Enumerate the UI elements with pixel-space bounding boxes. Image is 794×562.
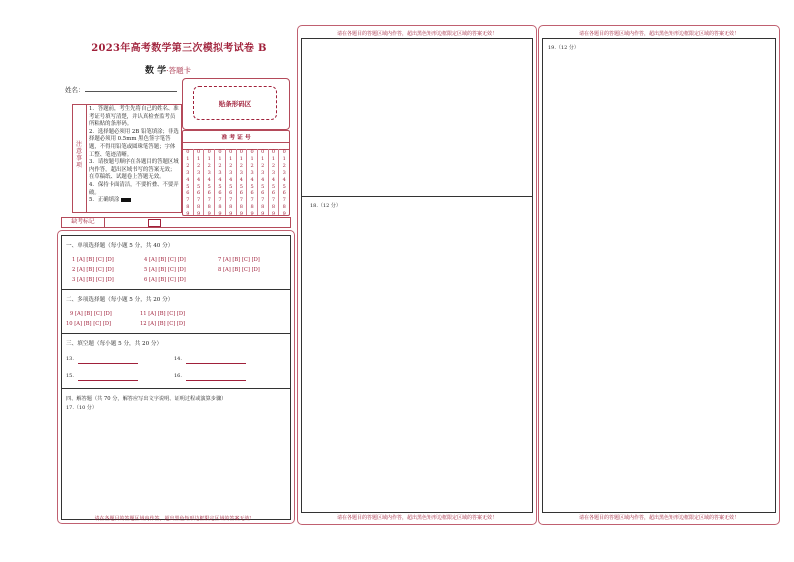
- middle-warning-top: 请在各题目的答题区域内作答，超出黑色矩形边框限定区域的答案无效！: [336, 31, 497, 37]
- blank-13-label: 13.: [66, 356, 74, 362]
- digit-bubble[interactable]: 7: [229, 197, 233, 204]
- digit-bubble[interactable]: 4: [196, 176, 201, 183]
- right-warning-top: 请在各题目的答题区域内作答，超出黑色矩形边框限定区域的答案无效！: [578, 31, 739, 37]
- digit-bubble[interactable]: 2: [229, 162, 233, 169]
- digit-bubble[interactable]: 5: [250, 183, 254, 190]
- notes-label-col: [73, 105, 87, 212]
- subject-line: [145, 58, 191, 77]
- digit-bubble[interactable]: 3: [261, 169, 265, 176]
- q19-label: 19.（12 分）: [548, 45, 579, 51]
- digit-bubble[interactable]: 2: [239, 162, 243, 169]
- exam-id-column: [247, 149, 258, 218]
- blank-16-label: 16.: [174, 373, 182, 379]
- digit-bubble[interactable]: 6: [218, 190, 222, 197]
- exam-id-column: [269, 149, 280, 218]
- note-5-text: 5．正确填涂: [89, 197, 120, 204]
- digit-bubble[interactable]: 9: [196, 211, 201, 218]
- section-1-title: 一、单项选择题（每小题 5 分，共 40 分）: [66, 243, 174, 249]
- digit-bubble[interactable]: 5: [218, 183, 222, 190]
- blank-14-label: 14.: [174, 356, 182, 362]
- exam-id-column: [194, 149, 205, 218]
- exam-id-box: [182, 130, 290, 216]
- middle-warning-bottom: 请在各题目的答题区域内作答，超出黑色矩形边框限定区域的答案无效！: [336, 515, 497, 521]
- digit-bubble[interactable]: 4: [218, 176, 222, 183]
- right-answer-box: [542, 38, 776, 513]
- digit-bubble[interactable]: 2: [196, 162, 201, 169]
- digit-bubble[interactable]: 3: [207, 169, 211, 176]
- digit-bubble[interactable]: 5: [186, 183, 190, 190]
- digit-bubble[interactable]: 2: [261, 162, 265, 169]
- digit-bubble[interactable]: 7: [186, 197, 190, 204]
- filled-sample: [121, 198, 131, 202]
- digit-bubble[interactable]: 5: [207, 183, 211, 190]
- digit-bubble[interactable]: 6: [282, 190, 286, 197]
- q4[interactable]: 4 [A] [B] [C] [D]: [144, 257, 186, 263]
- digit-bubble[interactable]: 5: [282, 183, 286, 190]
- digit-bubble[interactable]: 7: [207, 197, 211, 204]
- digit-bubble[interactable]: 8: [239, 204, 243, 211]
- digit-bubble[interactable]: 3: [229, 169, 233, 176]
- digit-bubble[interactable]: 5: [196, 183, 201, 190]
- digit-bubble[interactable]: 5: [261, 183, 265, 190]
- q10[interactable]: 10 [A] [B] [C] [D]: [66, 321, 112, 327]
- digit-bubble[interactable]: 5: [229, 183, 233, 190]
- digit-bubble[interactable]: 3: [250, 169, 254, 176]
- blank-15-label: 15.: [66, 373, 74, 379]
- digit-bubble[interactable]: 1: [271, 155, 276, 162]
- q18-answer-area[interactable]: [302, 211, 532, 511]
- q1[interactable]: 1 [A] [B] [C] [D]: [72, 257, 114, 263]
- digit-bubble[interactable]: 9: [282, 211, 286, 218]
- q12[interactable]: 12 [A] [B] [C] [D]: [140, 321, 186, 327]
- notes-list: [89, 106, 179, 205]
- note-3: 3．请按题号顺序在各题目的答题区域内作答，超出区域书写的答案无效；在草稿纸、试题卷上答题无效。: [89, 159, 179, 181]
- middle-panel: [297, 25, 537, 525]
- q5[interactable]: 5 [A] [B] [C] [D]: [144, 267, 186, 273]
- section-4-title: 四、解答题（共 70 分，解答应写出文字说明、证明过程或演算步骤）: [66, 396, 227, 402]
- barcode-frame: [182, 78, 290, 130]
- q8[interactable]: 8 [A] [B] [C] [D]: [218, 267, 260, 273]
- exam-id-column: [204, 149, 215, 218]
- digit-bubble[interactable]: 8: [271, 204, 276, 211]
- digit-bubble[interactable]: 9: [271, 211, 276, 218]
- exam-id-columns: [183, 149, 289, 218]
- digit-bubble[interactable]: 8: [186, 204, 190, 211]
- exam-id-column: [215, 149, 226, 218]
- digit-bubble[interactable]: 4: [261, 176, 265, 183]
- digit-bubble[interactable]: 0: [229, 149, 233, 155]
- digit-bubble[interactable]: 7: [218, 197, 222, 204]
- digit-bubble[interactable]: 3: [196, 169, 201, 176]
- q2[interactable]: 2 [A] [B] [C] [D]: [72, 267, 114, 273]
- digit-bubble[interactable]: 4: [186, 176, 190, 183]
- digit-bubble[interactable]: 6: [196, 190, 201, 197]
- exam-title: 2023年高考数学第三次模拟考试卷 B: [91, 43, 267, 54]
- q6[interactable]: 6 [A] [B] [C] [D]: [144, 277, 186, 283]
- digit-bubble[interactable]: 7: [271, 197, 276, 204]
- left-warning: 请在各题目的答题区域内作答，超出黑色矩形边框限定区域的答案无效！: [94, 516, 255, 522]
- note-5: [89, 197, 179, 205]
- left-frame: [57, 234, 292, 522]
- digit-bubble[interactable]: 5: [271, 183, 276, 190]
- exam-id-column: [183, 149, 194, 218]
- exam-id-column: [226, 149, 237, 218]
- q9[interactable]: 9 [A] [B] [C] [D]: [70, 311, 112, 317]
- digit-bubble[interactable]: 7: [250, 197, 254, 204]
- q7[interactable]: 7 [A] [B] [C] [D]: [218, 257, 260, 263]
- digit-bubble[interactable]: 6: [239, 190, 243, 197]
- digit-bubble[interactable]: 0: [282, 149, 286, 155]
- absent-row: [61, 217, 291, 228]
- barcode-label: 贴条形码区: [218, 100, 252, 108]
- digit-bubble[interactable]: 9: [186, 211, 190, 218]
- digit-bubble[interactable]: 3: [239, 169, 243, 176]
- digit-bubble[interactable]: 8: [229, 204, 233, 211]
- digit-bubble[interactable]: 1: [229, 155, 233, 162]
- absent-checkbox[interactable]: [148, 219, 161, 227]
- absent-label: 缺考标记: [62, 218, 105, 227]
- digit-bubble[interactable]: 2: [186, 162, 190, 169]
- digit-bubble[interactable]: 1: [282, 155, 286, 162]
- section-2-title: 二、多项选择题（每小题 5 分，共 20 分）: [66, 297, 174, 303]
- digit-bubble[interactable]: 6: [261, 190, 265, 197]
- note-1: 1．答题前，考生先将自己的姓名、准考证号填写清楚，并认真检查监考员所粘贴的条形码。: [89, 106, 179, 128]
- exam-id-column: [237, 149, 248, 218]
- digit-bubble[interactable]: 4: [239, 176, 243, 183]
- notes-box: [72, 104, 182, 213]
- digit-bubble[interactable]: 6: [250, 190, 254, 197]
- subject-label: 数 学: [145, 66, 167, 76]
- note-4: 4．保持卡面清洁，不要折叠、不要弄破。: [89, 181, 179, 196]
- name-label: 姓名：: [65, 86, 85, 94]
- q3[interactable]: 3 [A] [B] [C] [D]: [72, 277, 114, 283]
- right-panel: [538, 25, 780, 525]
- q11[interactable]: 11 [A] [B] [C] [D]: [140, 311, 186, 317]
- card-label: ·答题卡: [166, 66, 192, 75]
- middle-answer-box: [301, 38, 533, 513]
- digit-bubble[interactable]: 4: [271, 176, 276, 183]
- digit-bubble[interactable]: 7: [261, 197, 265, 204]
- middle-divider: [302, 196, 532, 197]
- digit-bubble[interactable]: 1: [250, 155, 254, 162]
- digit-bubble[interactable]: 0: [271, 149, 276, 155]
- digit-bubble[interactable]: 9: [229, 211, 233, 218]
- exam-id-column: [258, 149, 269, 218]
- digit-bubble[interactable]: 6: [271, 190, 276, 197]
- digit-bubble[interactable]: 8: [207, 204, 211, 211]
- digit-bubble[interactable]: 4: [250, 176, 254, 183]
- digit-bubble[interactable]: 9: [239, 211, 243, 218]
- digit-bubble[interactable]: 8: [282, 204, 286, 211]
- q17-continued-area[interactable]: [302, 39, 532, 196]
- digit-bubble[interactable]: 0: [250, 149, 254, 155]
- digit-bubble[interactable]: 6: [207, 190, 211, 197]
- digit-bubble[interactable]: 2: [250, 162, 254, 169]
- digit-bubble[interactable]: 0: [207, 149, 211, 155]
- digit-bubble[interactable]: 3: [186, 169, 190, 176]
- digit-bubble[interactable]: 0: [218, 149, 222, 155]
- exam-id-column: [279, 149, 289, 218]
- digit-bubble[interactable]: 9: [218, 211, 222, 218]
- digit-bubble[interactable]: 1: [186, 155, 190, 162]
- exam-id-label: 准 考 证 号: [183, 132, 289, 143]
- digit-bubble[interactable]: 1: [239, 155, 243, 162]
- digit-bubble[interactable]: 2: [207, 162, 211, 169]
- digit-bubble[interactable]: 6: [229, 190, 233, 197]
- digit-bubble[interactable]: 7: [282, 197, 286, 204]
- digit-bubble[interactable]: 0: [239, 149, 243, 155]
- digit-bubble[interactable]: 7: [196, 197, 201, 204]
- name-field[interactable]: [85, 91, 177, 92]
- digit-bubble[interactable]: 1: [196, 155, 201, 162]
- digit-bubble[interactable]: 3: [218, 169, 222, 176]
- digit-bubble[interactable]: 8: [261, 204, 265, 211]
- barcode-dashed: [193, 86, 277, 120]
- digit-bubble[interactable]: 7: [239, 197, 243, 204]
- digit-bubble[interactable]: 0: [261, 149, 265, 155]
- digit-bubble[interactable]: 6: [186, 190, 190, 197]
- digit-bubble[interactable]: 8: [218, 204, 222, 211]
- q18-label: 18.（12 分）: [310, 203, 341, 209]
- digit-bubble[interactable]: 3: [282, 169, 286, 176]
- q17-label: 17.（10 分）: [66, 405, 97, 411]
- digit-bubble[interactable]: 1: [261, 155, 265, 162]
- digit-bubble[interactable]: 2: [282, 162, 286, 169]
- digit-bubble[interactable]: 9: [207, 211, 211, 218]
- q19-answer-area[interactable]: [543, 53, 775, 511]
- digit-bubble[interactable]: 3: [271, 169, 276, 176]
- section-3-title: 三、填空题（每小题 5 分，共 20 分）: [66, 341, 163, 347]
- note-2: 2．选择题必须用 2B 铅笔填涂；非选择题必须用 0.5mm 黑色签字笔答题，不得用铅笔或圆珠笔答题；字体工整、笔迹清晰。: [89, 128, 179, 158]
- digit-bubble[interactable]: 8: [250, 204, 254, 211]
- digit-bubble[interactable]: 0: [196, 149, 201, 155]
- digit-bubble[interactable]: 1: [218, 155, 222, 162]
- digit-bubble[interactable]: 4: [229, 176, 233, 183]
- right-warning-bottom: 请在各题目的答题区域内作答，超出黑色矩形边框限定区域的答案无效！: [578, 515, 739, 521]
- digit-bubble[interactable]: 8: [196, 204, 201, 211]
- digit-bubble[interactable]: 1: [207, 155, 211, 162]
- digit-bubble[interactable]: 4: [207, 176, 211, 183]
- digit-bubble[interactable]: 4: [282, 176, 286, 183]
- digit-bubble[interactable]: 5: [239, 183, 243, 190]
- notes-label: 注意事项: [76, 141, 83, 169]
- digit-bubble[interactable]: 0: [186, 149, 190, 155]
- digit-bubble[interactable]: 2: [218, 162, 222, 169]
- digit-bubble[interactable]: 9: [261, 211, 265, 218]
- digit-bubble[interactable]: 2: [271, 162, 276, 169]
- digit-bubble[interactable]: 9: [250, 211, 254, 218]
